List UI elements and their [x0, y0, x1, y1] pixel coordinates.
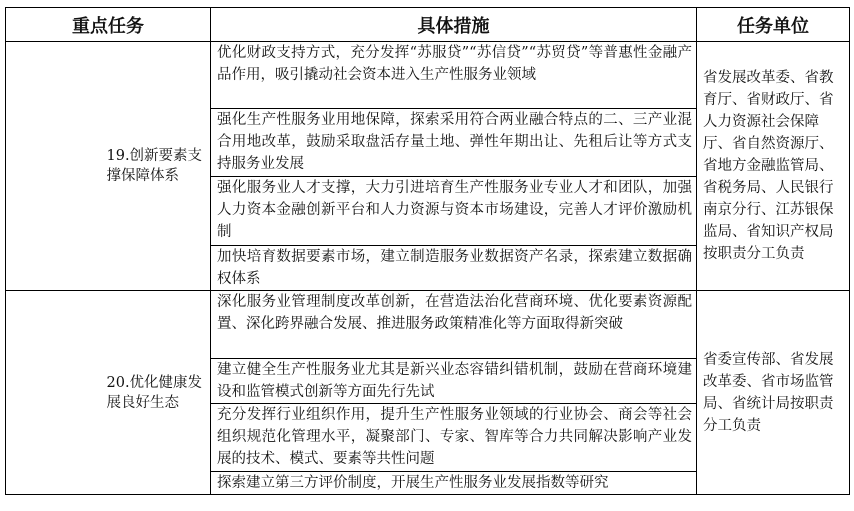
task-cell-20: 20.优化健康发展良好生态 [103, 291, 211, 495]
measure-cell: 强化服务业人才支撑，大力引进培育生产性服务业专业人才和团队，加强人力资本金融创新平台和人力资源与资本市场建设，完善人才评价激励机制 [211, 177, 697, 246]
table-row [6, 291, 850, 359]
header-row [6, 8, 850, 42]
blank-cell [6, 291, 103, 495]
unit-cell-20: 省委宣传部、省发展改革委、省市场监管局、省统计局按职责分工负责 [697, 291, 850, 495]
measure-cell: 建立健全生产性服务业尤其是新兴业态容错纠错机制，鼓励在营商环境建设和监管模式创新等方面先行先试 [211, 359, 697, 404]
unit-cell-19: 省发展改革委、省教育厅、省财政厅、省人力资源社会保障厅、省自然资源厅、省地方金融监管局、省税务局、人民银行南京分行、江苏银保监局、省知识产权局按职责分工负责 [697, 42, 850, 291]
measure-cell: 充分发挥行业组织作用，提升生产性服务业领域的行业协会、商会等社会组织规范化管理水平，凝聚部门、专家、智库等合力共同解决影响产业发展的技术、模式、要素等共性问题 [211, 404, 697, 472]
header-unit: 任务单位 [697, 8, 850, 42]
table-row [6, 42, 850, 109]
measure-cell: 深化服务业管理制度改革创新，在营造法治化营商环境、优化要素资源配置、深化跨界融合发展、推进服务政策精准化等方面取得新突破 [211, 291, 697, 359]
task-cell-19: 19.创新要素支撑保障体系 [103, 42, 211, 291]
tasks-table [5, 7, 850, 495]
header-key-task: 重点任务 [6, 8, 211, 42]
measure-cell: 优化财政支持方式，充分发挥“苏服贷”“苏信贷”“苏贸贷”等普惠性金融产品作用，吸引撬动社会资本进入生产性服务业领域 [211, 42, 697, 109]
measure-cell: 加快培育数据要素市场，建立制造服务业数据资产名录，探索建立数据确权体系 [211, 246, 697, 291]
blank-cell [6, 42, 103, 291]
header-measures: 具体措施 [211, 8, 697, 42]
measure-cell: 探索建立第三方评价制度，开展生产性服务业发展指数等研究 [211, 472, 697, 495]
measure-cell: 强化生产性服务业用地保障，探索采用符合两业融合特点的二、三产业混合用地改革，鼓励采取盘活存量土地、弹性年期出让、先租后让等方式支持服务业发展 [211, 109, 697, 177]
